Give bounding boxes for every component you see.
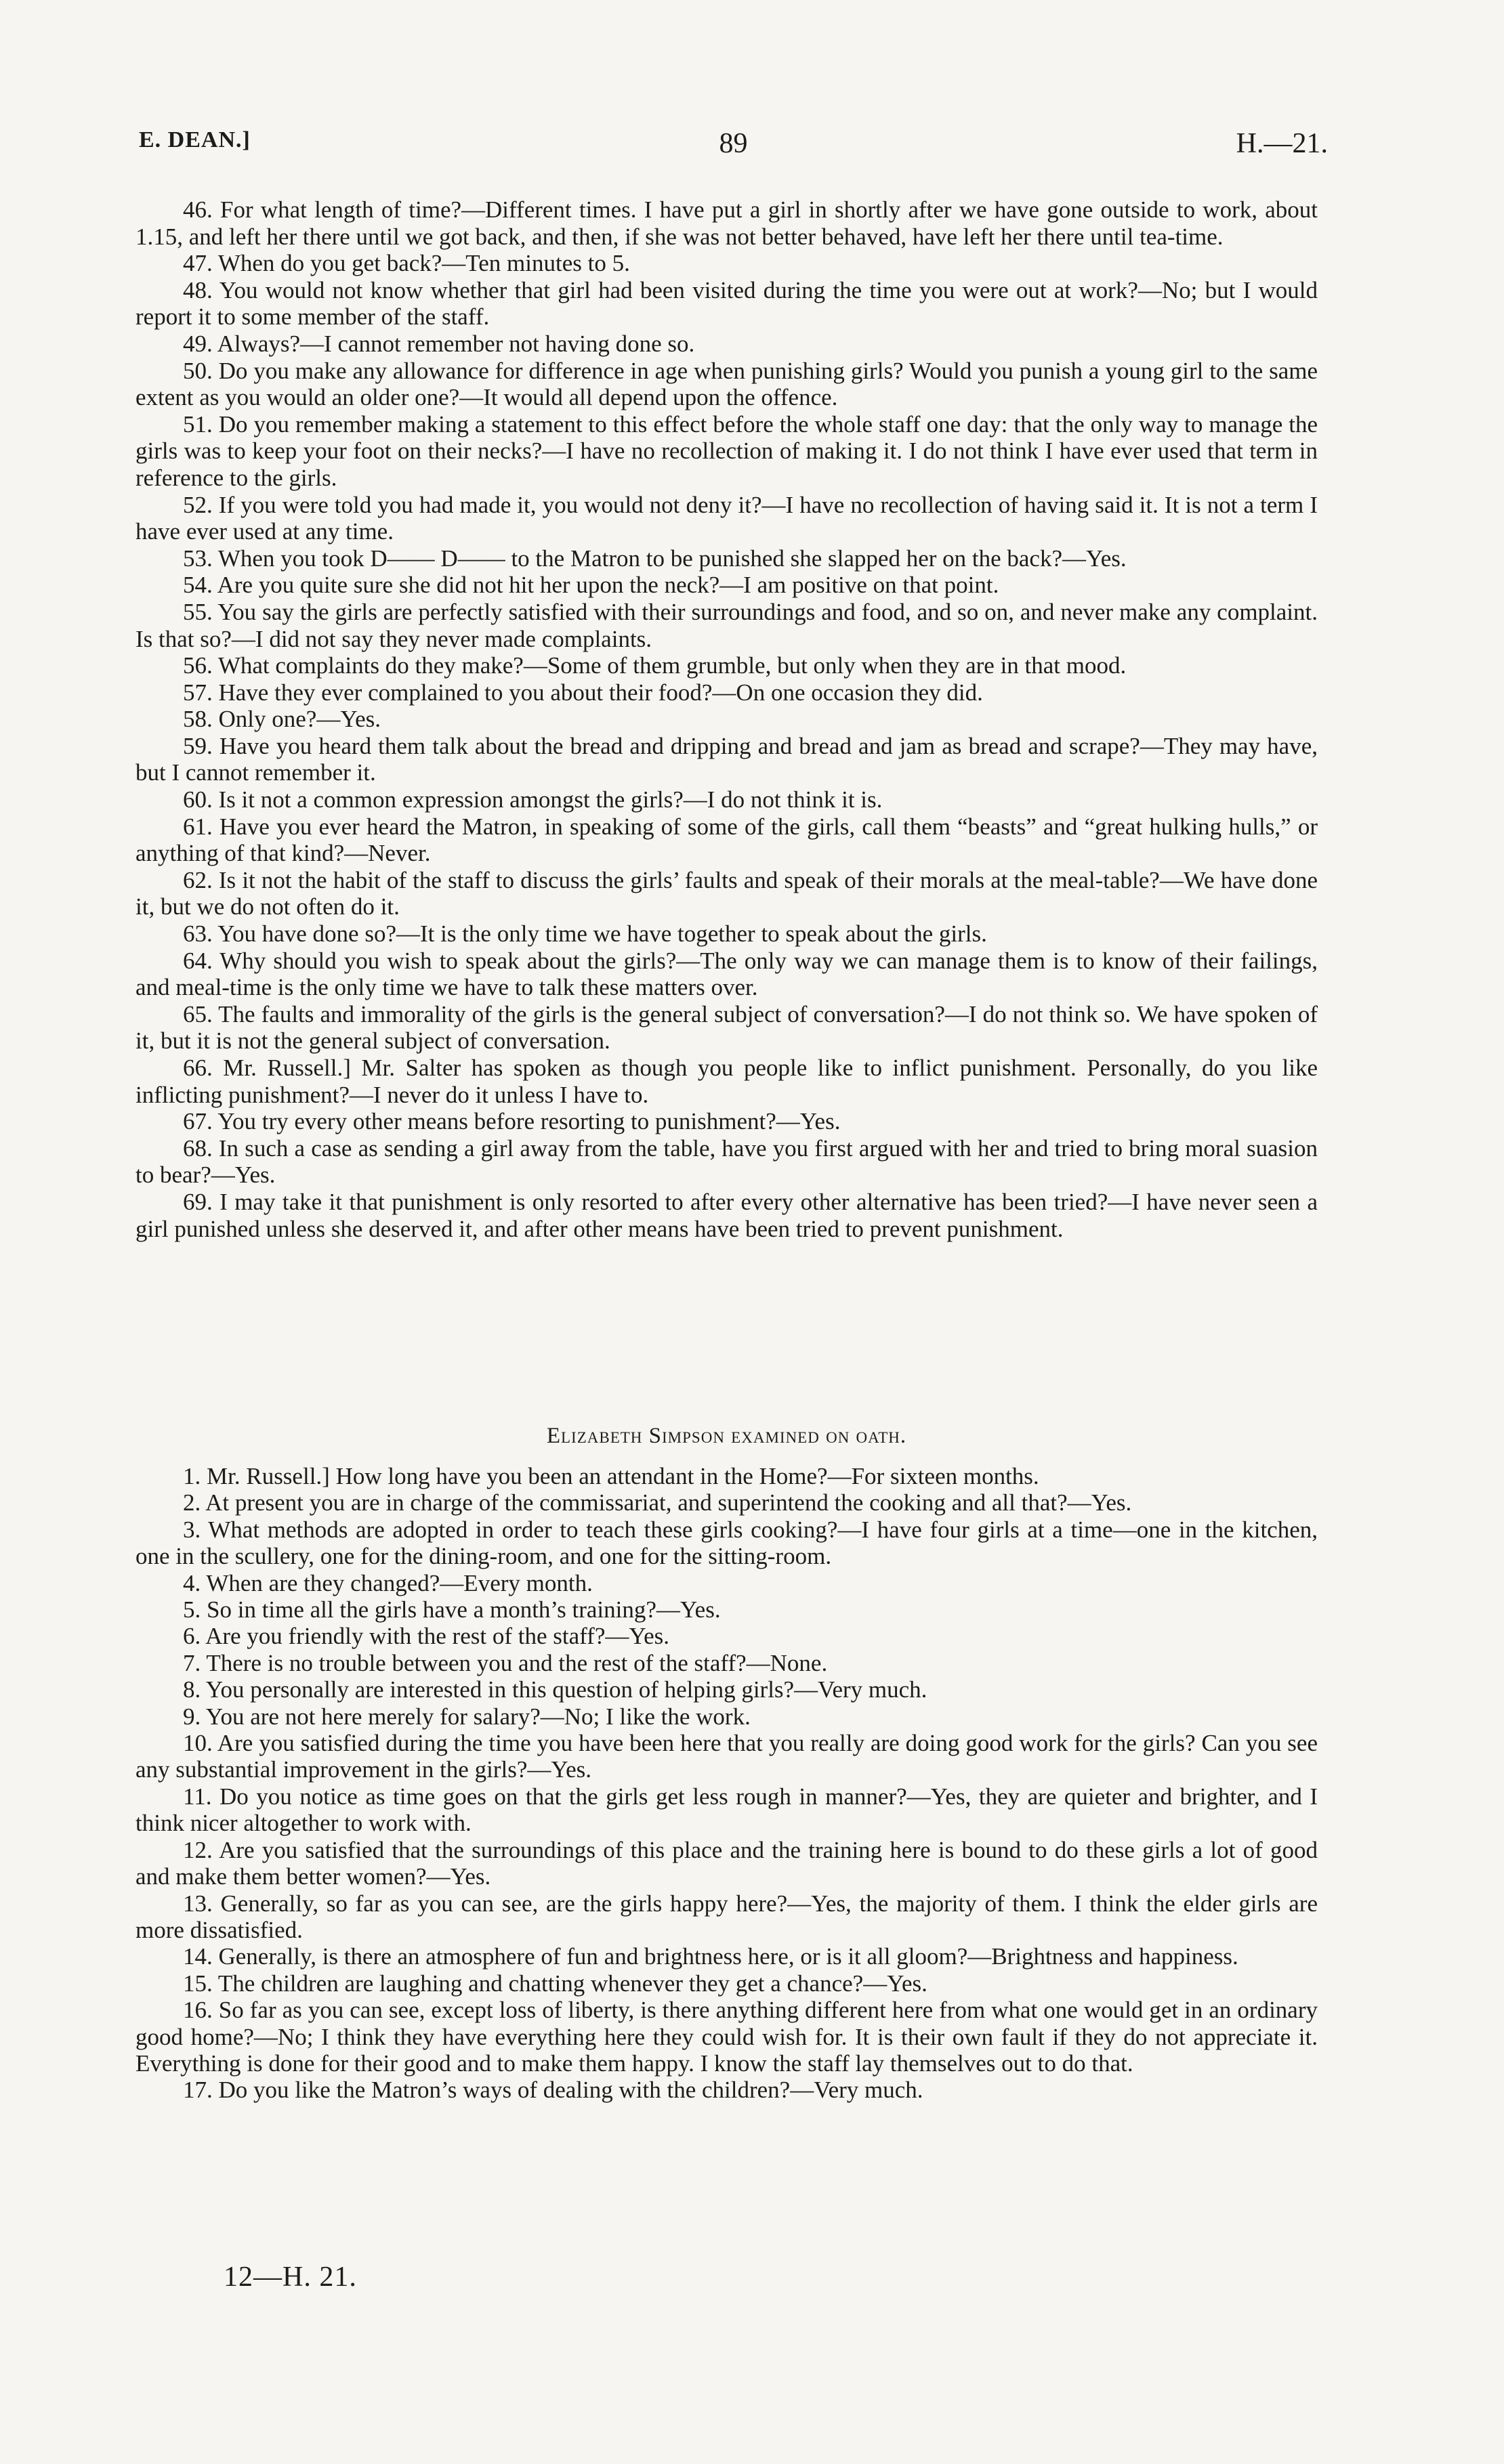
testimony-paragraph: 14. Generally, is there an atmosphere of fun and brightness here, or is it all gloom?—Brightness and happiness. <box>183 1943 1238 1970</box>
testimony-paragraph: 5. So in time all the girls have a month’s training?—Yes. <box>183 1596 721 1623</box>
testimony-paragraph: 69. I may take it that punishment is only resorted to after every other alternative has been tried?—I have never seen a girl punished unless she deserved it, and after other means have been tried to prevent punishment. <box>135 1188 1318 1242</box>
testimony-paragraph: 62. Is it not the habit of the staff to discuss the girls’ faults and speak of their morals at the meal-table?—We have done it, but we do not often do it. <box>135 866 1318 920</box>
testimony-paragraph: 63. You have done so?—It is the only time we have together to speak about the girls. <box>183 920 987 948</box>
testimony-paragraph: 46. For what length of time?—Different times. I have put a girl in shortly after we have gone outside to work, about 1.15, and left her there until we got back, and then, if she was not better behaved, have left her there until tea-time. <box>135 196 1318 250</box>
page-number: 89 <box>719 128 748 159</box>
testimony-paragraph: 11. Do you notice as time goes on that the girls get less rough in manner?—Yes, they are quieter and brighter, and I think nicer altogether to work with. <box>135 1783 1318 1837</box>
testimony-paragraph: 8. You personally are interested in this question of helping girls?—Very much. <box>183 1676 927 1703</box>
testimony-paragraph: 16. So far as you can see, except loss of liberty, is there anything different here from what one would get in an ordinary good home?—No; I think they have everything here they could wish for. It is their own fault if they do not appreciate it. Everything is done for their good and to make them happy. I know the staff lay themselves out to do that. <box>135 1997 1318 2077</box>
page-header <box>139 127 1328 168</box>
testimony-paragraph: 12. Are you satisfied that the surroundings of this place and the training here is bound to do these girls a lot of good and make them better women?—Yes. <box>135 1836 1318 1890</box>
header-paper-code: H.—21. <box>1236 128 1328 159</box>
testimony-paragraph: 9. You are not here merely for salary?—No; I like the work. <box>183 1703 751 1730</box>
testimony-paragraph: 47. When do you get back?—Ten minutes to 5. <box>183 250 630 277</box>
testimony-paragraph: 13. Generally, so far as you can see, are the girls happy here?—Yes, the majority of them. I think the elder girls are more dissatisfied. <box>135 1890 1318 1943</box>
testimony-paragraph: 50. Do you make any allowance for difference in age when punishing girls? Would you punish a young girl to the same extent as you would an older one?—It would all depend upon the offence. <box>135 357 1318 411</box>
testimony-paragraph: 64. Why should you wish to speak about the girls?—The only way we can manage them is to know of their failings, and meal-time is the only time we have to talk these matters over. <box>135 947 1318 1001</box>
testimony-paragraph: 52. If you were told you had made it, you would not deny it?—I have no recollection of having said it. It is not a term I have ever used at any time. <box>135 491 1318 545</box>
testimony-paragraph: 55. You say the girls are perfectly satisfied with their surroundings and food, and so on, and never make any complaint. Is that so?—I did not say they never made complaints. <box>135 598 1318 652</box>
testimony-paragraph: 2. At present you are in charge of the commissariat, and superintend the cooking and all that?—Yes. <box>183 1489 1132 1516</box>
testimony-paragraph: 56. What complaints do they make?—Some of them grumble, but only when they are in that mood. <box>183 652 1127 679</box>
testimony-paragraph: 10. Are you satisfied during the time you have been here that you really are doing good work for the girls? Can you see any substantial improvement in the girls?—Yes. <box>135 1730 1318 1783</box>
testimony-paragraph: 58. Only one?—Yes. <box>183 706 381 733</box>
testimony-paragraph: 68. In such a case as sending a girl away from the table, have you first argued with her and tried to bring moral suasion to bear?—Yes. <box>135 1134 1318 1189</box>
testimony-paragraph: 6. Are you friendly with the rest of the staff?—Yes. <box>183 1623 670 1650</box>
testimony-paragraph: 61. Have you ever heard the Matron, in speaking of some of the girls, call them “beasts” and “great hulking hulls,” or anything of that kind?—Never. <box>135 813 1318 867</box>
header-witness-name: E. DEAN.] <box>139 127 251 152</box>
testimony-paragraph: 51. Do you remember making a statement to this effect before the whole staff one day: that the only way to manage the girls was to keep your foot on their necks?—I have no recollection of making it. I do not think I have ever used that term in reference to the girls. <box>135 410 1318 491</box>
testimony-paragraph: 57. Have they ever complained to you about their food?—On one occasion they did. <box>183 679 983 706</box>
testimony-paragraph: 66. Mr. Russell.] Mr. Salter has spoken as though you people like to inflict punishment. Personally, do you like inflicting punishment?—I never do it unless I have to. <box>135 1055 1318 1108</box>
witness-heading: Elizabeth Simpson examined on oath. <box>546 1424 907 1448</box>
testimony-paragraph: 15. The children are laughing and chatting whenever they get a chance?—Yes. <box>183 1970 927 1997</box>
testimony-section-2 <box>135 1463 1318 2104</box>
testimony-paragraph: 7. There is no trouble between you and the rest of the staff?—None. <box>183 1649 828 1676</box>
testimony-paragraph: 4. When are they changed?—Every month. <box>183 1569 593 1596</box>
testimony-paragraph: 17. Do you like the Matron’s ways of dealing with the children?—Very much. <box>183 2077 923 2104</box>
testimony-paragraph: 65. The faults and immorality of the girls is the general subject of conversation?—I do not think so. We have spoken of it, but it is not the general subject of conversation. <box>135 1000 1318 1055</box>
testimony-paragraph: 54. Are you quite sure she did not hit her upon the neck?—I am positive on that point. <box>183 572 999 599</box>
testimony-paragraph: 1. Mr. Russell.] How long have you been an attendant in the Home?—For sixteen months. <box>183 1463 1039 1489</box>
testimony-paragraph: 3. What methods are adopted in order to teach these girls cooking?—I have four girls at a time—one in the kitchen, one in the scullery, one for the dining-room, and one for the sitting-room. <box>135 1516 1318 1570</box>
printer-signature-mark: 12—H. 21. <box>224 2261 357 2293</box>
testimony-section-1 <box>135 196 1318 1242</box>
testimony-paragraph: 60. Is it not a common expression amongst the girls?—I do not think it is. <box>183 786 883 813</box>
testimony-paragraph: 48. You would not know whether that girl had been visited during the time you were out at work?—No; but I would report it to some member of the staff. <box>135 276 1318 331</box>
testimony-paragraph: 67. You try every other means before resorting to punishment?—Yes. <box>183 1108 841 1135</box>
testimony-paragraph: 49. Always?—I cannot remember not having done so. <box>183 330 695 357</box>
testimony-paragraph: 59. Have you heard them talk about the bread and dripping and bread and jam as bread and scrape?—They may have, but I cannot remember it. <box>135 732 1318 786</box>
testimony-paragraph: 53. When you took D—— D—— to the Matron to be punished she slapped her on the back?—Yes. <box>183 545 1127 572</box>
